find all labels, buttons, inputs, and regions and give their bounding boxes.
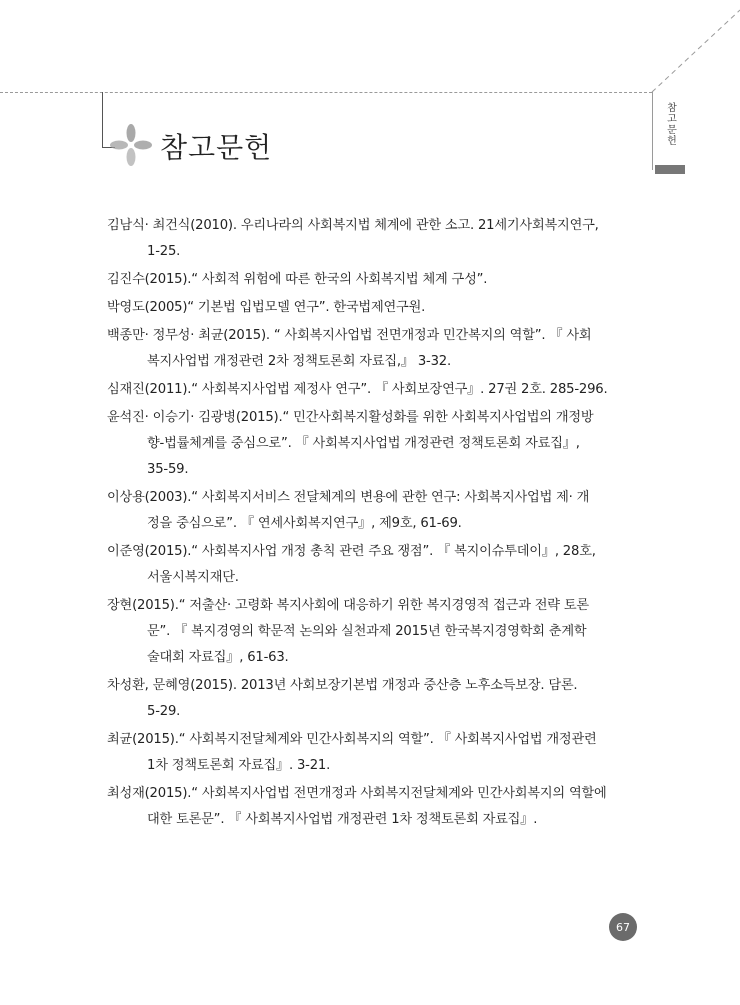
- reference-entry: [107, 405, 637, 483]
- reference-line: 심재진(2011).“ 사회복지사업법 제정사 연구”. 『 사회보장연구』. 27권 2호. 285-296.: [107, 382, 608, 397]
- reference-entry: [107, 781, 637, 833]
- reference-line: 이준영(2015).“ 사회복지사업 개정 총칙 관련 주요 쟁점”. 『 복지이슈투데이』, 28호,: [107, 544, 596, 559]
- reference-entry: [107, 295, 637, 321]
- reference-continuation-line: 대한 토론문”. 『 사회복지사업법 개정관련 1차 정책토론회 자료집』.: [147, 812, 538, 827]
- reference-continuation-line: 5-29.: [147, 704, 181, 719]
- reference-line: 김남식· 최건식(2010). 우리나라의 사회복지법 체계에 관한 소고. 21세기사회복지연구,: [107, 218, 599, 233]
- reference-entry: [107, 673, 637, 725]
- reference-line: 최균(2015).“ 사회복지전달체계와 민간사회복지의 역할”. 『 사회복지사업법 개정관련: [107, 732, 597, 747]
- reference-line: 윤석진· 이승기· 김광병(2015).“ 민간사회복지활성화를 위한 사회복지사업법의 개정방: [107, 410, 594, 425]
- reference-line: 차성환, 문혜영(2015). 2013년 사회보장기본법 개정과 중산층 노후소득보장. 담론.: [107, 678, 578, 693]
- reference-continuation-line: 35-59.: [147, 462, 189, 477]
- flower-icon: [110, 124, 152, 166]
- reference-line: 이상용(2003).“ 사회복지서비스 전달체계의 변용에 관한 연구: 사회복지사업법 제· 개: [107, 490, 590, 505]
- side-tab-bar: [655, 165, 685, 174]
- reference-entry: [107, 377, 637, 403]
- reference-continuation-line: 복지사업법 개정관련 2차 정책토론회 자료집,』 3-32.: [147, 354, 451, 369]
- side-tab-label: 참고문헌: [664, 102, 676, 146]
- reference-continuation-line: 문”. 『 복지경영의 학문적 논의와 실천과제 2015년 한국복지경영학회 춘계학: [147, 624, 587, 639]
- reference-line: 장현(2015).“ 저출산· 고령화 복지사회에 대응하기 위한 복지경영적 접근과 전략 토론: [107, 598, 589, 613]
- reference-continuation-line: 1-25.: [147, 244, 181, 259]
- reference-continuation-line: 서울시복지재단.: [147, 570, 239, 585]
- reference-line: 백종만· 정무성· 최균(2015). “ 사회복지사업법 전면개정과 민간복지의 역할”. 『 사회: [107, 328, 592, 343]
- page-number-badge: 67: [609, 913, 637, 941]
- reference-entry: [107, 539, 637, 591]
- reference-continuation-line: 향-법률체계를 중심으로”. 『 사회복지사업법 개정관련 정책토론회 자료집』,: [147, 436, 580, 451]
- side-vertical-rule: [652, 92, 653, 170]
- reference-entry: [107, 323, 637, 375]
- reference-entry: [107, 485, 637, 537]
- reference-entry: [107, 213, 637, 265]
- reference-line: 김진수(2015).“ 사회적 위험에 따른 한국의 사회복지법 체계 구성”.: [107, 272, 488, 287]
- reference-entry: [107, 727, 637, 779]
- reference-line: 최성재(2015).“ 사회복지사업법 전면개정과 사회복지전달체계와 민간사회복지의 역할에: [107, 786, 607, 801]
- reference-entry: [107, 267, 637, 293]
- reference-line: 박영도(2005)“ 기본법 입법모델 연구”. 한국법제연구원.: [107, 300, 426, 315]
- reference-list: [107, 213, 637, 835]
- reference-entry: [107, 593, 637, 671]
- page-title: 참고문헌: [160, 131, 273, 164]
- reference-continuation-line: 1차 정책토론회 자료집』. 3-21.: [147, 758, 331, 773]
- reference-continuation-line: 술대회 자료집』, 61-63.: [147, 650, 289, 665]
- reference-continuation-line: 정을 중심으로”. 『 연세사회복지연구』, 제9호, 61-69.: [147, 516, 462, 531]
